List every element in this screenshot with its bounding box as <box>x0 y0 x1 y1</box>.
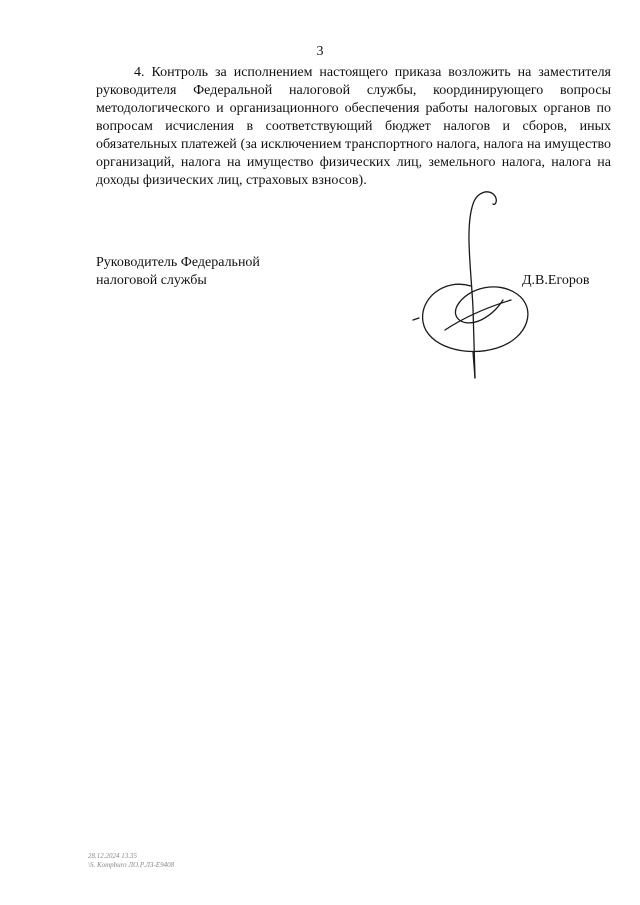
signer-name: Д.В.Егоров <box>522 273 590 288</box>
footer-date: 28.12.2024 13.35 <box>88 852 137 860</box>
signatory-position-line-2: налоговой службы <box>96 273 207 288</box>
page-number: 3 <box>316 44 324 59</box>
signatory-position <box>96 254 260 290</box>
order-paragraph: 4. Контроль за исполнением настоящего приказа возложить на заместителя руководителя Федеральной налоговой службы, координирующего вопросы методологического и организационного обеспечения работы налоговых органов по вопросам исчисления в соответствующий бюджет налогов и сборов, иных обязательных платежей (за исключением транспортного налога, налога на имущество организаций, налога на имущество физических лиц, земельного налога, налога на доходы физических лиц, страховых взносов). <box>96 65 611 188</box>
signatory-position-line-1: Руководитель Федеральной <box>96 255 260 270</box>
handwritten-signature <box>405 188 545 383</box>
footer-reference: \S. Kompburo ЛО.Р.ЛЗ-Е9408 <box>88 861 175 869</box>
footer-stamp <box>88 852 174 870</box>
